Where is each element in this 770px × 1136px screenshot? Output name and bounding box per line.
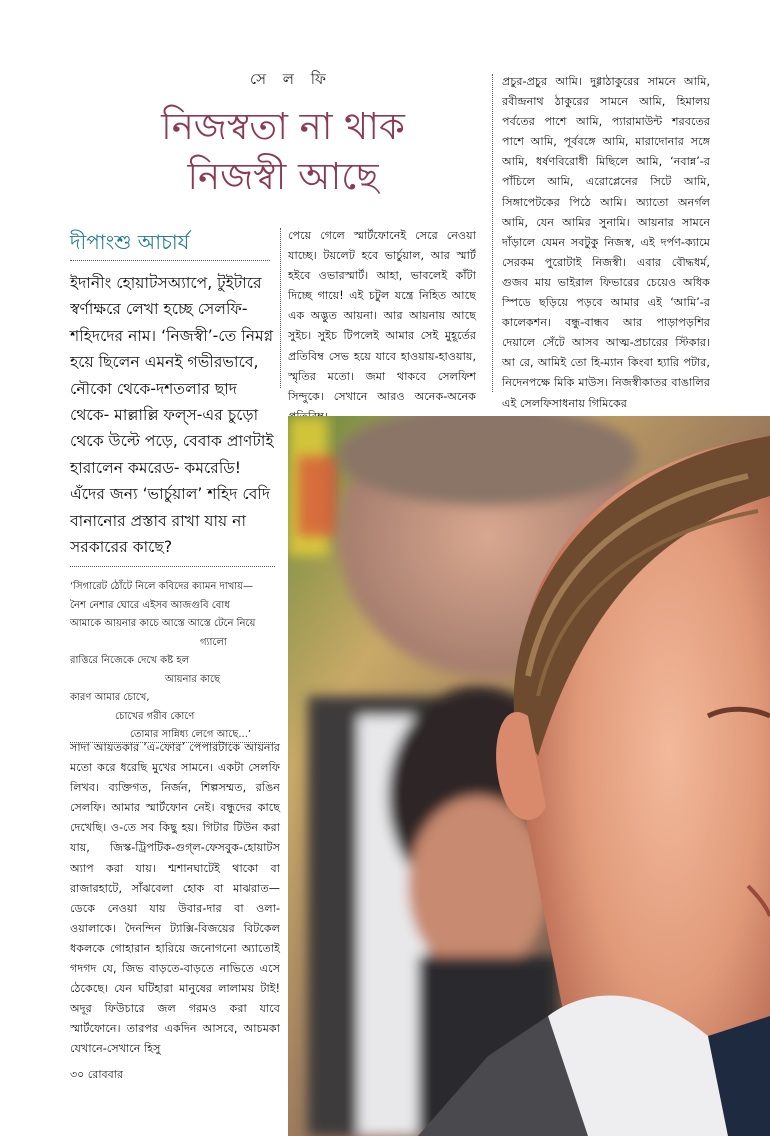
poem-line: আয়নার কাছে [165,673,221,685]
page-folio: ৩০ রোববার [70,1068,123,1081]
headline-line-1: নিজস্বতা না থাক [161,105,405,148]
poem-line: চোখের গরীব কোণে [115,710,195,722]
body-column-2: পেয়ে গেলে স্মার্টফোনেই সেরে নেওয়া যাচ্ছে। টয়লেট হবে ভার্চুয়াল, আর স্মার্ট হইবে ওভারস্মার্ট। আহা, ভাবলেই কাঁটা দিচ্ছে গায়ে! এই চটুল যন্ত্রে নিহিত আছে এক অদ্ভুত আয়না। আর আয়নায় আছে সুইচ। সুইচ টিপলেই আমার সেই মুহূর্তের প্রতিবিম্ব সেভ হয়ে যাবে হাওয়ায়-হাওয়ায়, স্মৃতির মতো। জমা থাকবে সেলফিশ সিন্দুকে। সেখানে আরও অনেক-অনেক [288,229,476,403]
author-byline: দীপাংশু আচার্য [70,230,190,254]
section-kicker: সে ল ফি [250,70,332,88]
headline [148,102,418,202]
poem-line: গ্যালো [200,636,227,648]
column-divider-2 [492,74,493,392]
poem-divider-top [70,566,275,567]
poem-line: কারণ আমার চোখে, [70,692,150,703]
byline-divider [70,260,270,261]
poem-line: রাত্তিরে নিজেকে দেখে কষ্ট হল [70,655,190,666]
poem-line: নৈশ নেশার ঘোরে এইসব আজগুবি বোধ [70,599,230,611]
intro-paragraph: ইদানীং হোয়াটসঅ্যাপে, টুইটারে স্বর্ণাক্ষরে লেখা হচ্ছে সেলফি-শহিদদের নাম। ‘নিজস্বী’-তে নিমগ্ন হয়ে ছিলেন এমনই গভীরভাবে, নৌকো থেকে-দশতলার ছাদ থেকে- মাল্লাল্লি ফল্‌স-এর চুড়ো থেকে উল্টে পড়ে, বেবাক প্রাণটাই হারালেন কমরেড- কমরেডি! এঁদের জন্য ‘ভার্চুয়াল’ শহিদ বেদি বানানোর প্রস্তাব রাখা যায় না সরকারের কাছে? [70,274,274,557]
headline-line-2: নিজস্বী আছে [187,155,379,198]
poem-line: আমাকে আয়নার কাচে আস্তে আস্তে টেনে নিয়ে [70,618,256,629]
poem-quote [70,578,280,745]
column-divider-1 [280,228,281,388]
body-column-3: প্রচুর-প্রচুর আমি। দুগ্গাঠাকুরের সামনে আমি, রবীন্দ্রনাথ ঠাকুরের সামনে আমি, হিমালয় পর্বতের পাশে আমি, প্যারামাউন্ট শরবতের পাশে আমি, পূর্ববঙ্গে আমি, মারাদোনার সঙ্গে আমি, ধর্ষণবিরোধী মিছিলে আমি, ‘নবান্ন’-র পাঁচিলে আমি, এরোপ্লেনের সিটে আমি, সিঙ্গাপেটকের পিঠে আমি। অ্যাতো অনর্গল আমি, যেন আমির সুনামি। আয়নার সামনে দাঁড়ালে যেমন সবটুকু নিজস্ব, এই দর্পণ-ক্যামে সেরকম পুরোটাই নিজস্বী। এবার বৌদ্ধধর্ম, গুজব মায় ভাইরাল ফিভারের চেয়েও অধিক স্পিডে ছড়িয়ে পড়বে আমার এই ‘আমি’-র কালেকশন। বন্ধু-বান্ধব আর পাড়াপড়শির দেয়ালে সেঁটে আসব আত্ম-প্রচারের স্টিকার। আ রে, আমিই তো হি-ম্যান কিংবা হ্যারি পটার, নিদেনপক্ষে মিকি মাউস। নিজস্বীকাতর বাঙালির এই সেলফিসাধনায় গিমিকের [502,75,710,410]
smiling-man-icon [288,416,770,1136]
article-photo [288,416,770,1136]
poem-line: ‘সিগারেট ঠোঁটে নিলে কবিদের ক্যামন দাখায়— [70,581,254,592]
body-column-1: সাদা আয়তকার ‘এ-ফোর’ পেপারটাকে আয়নার মতো করে ধরেছি মুখের সামনে। একটা সেলফি লিখব। ব্যক্তিগত, নির্জন, শিল্পসম্মত, রঙিন সেলফি। আমার স্মার্টফোন নেই। বন্ধুদের কাছে দেখেছি। ও-তে সব কিছু হয়। গিটার টিউন করা যায়, জিস্ক-ট্রিপটিক-গুগ্‌ল-ফেসবুক-হোয়াটস অ্যাপ করা যায়। শ্মশানঘাটেই থাকো বা রাজারহাটে, সাঁঝবেলা হোক বা মাঝরাত—ডেকে নেওয়া যায় উবার-দার বা ওলা-ওয়ালাকে। দৈনন্দিন ট্যাক্সি-বিজয়ের বিটকেল ধকলকে গোহারান হারিয়ে জনোগনো অ্যাতোই গদগদ যে, জিভ বাড়তে-বাড়তে নাভিতে এসে ঠেকেছে। যেন ঘটিহারা মানুষের লালাময় টাই! অদূর ফিউচারে জল গরমও করা যাবে স্মার্টফোনে। তারপর একদিন আসবে, আচমকা যেখানে-সেখানে হিসু [70,741,280,1056]
poem-line: তোমার সান্নিধ্য লেগে আছে...’ [130,729,252,740]
